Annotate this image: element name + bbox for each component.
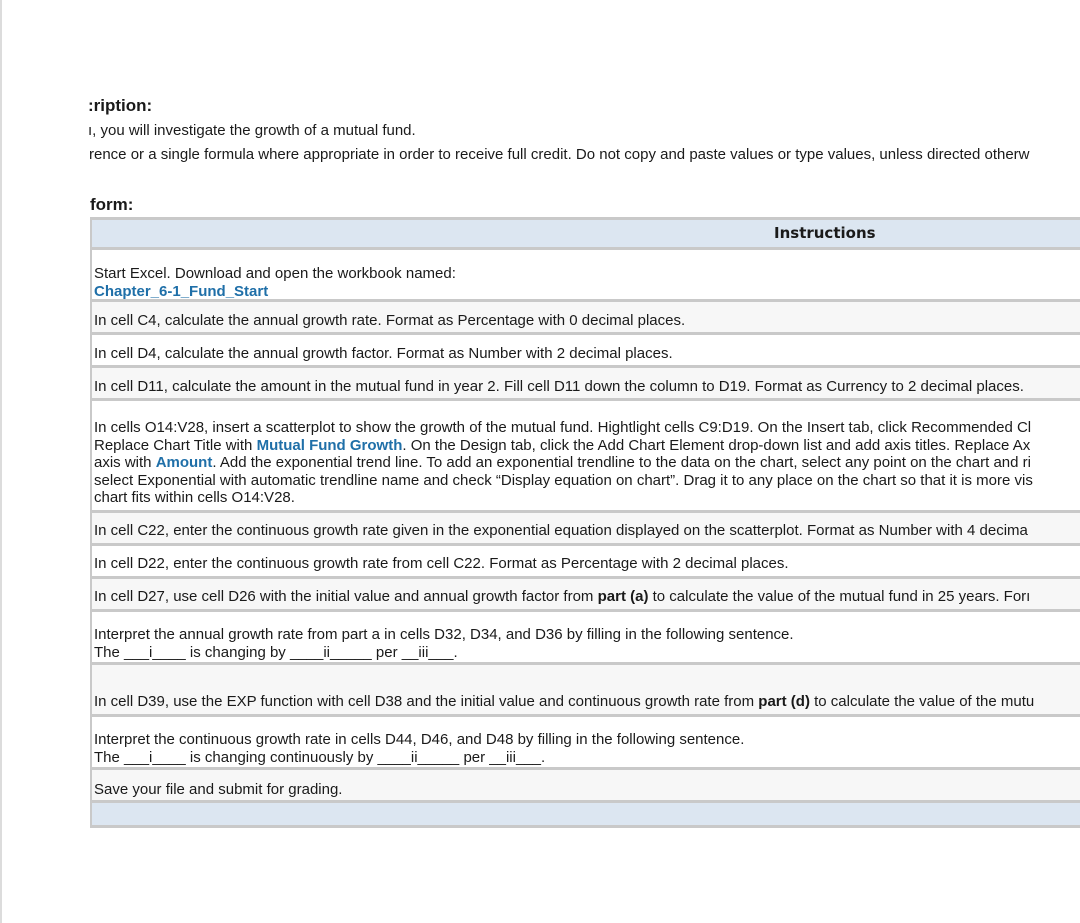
- part-d-emphasis: part (d): [758, 693, 810, 710]
- form-heading: form:: [90, 195, 134, 214]
- table-row-step1: [90, 247, 1080, 299]
- table-row-step4: [90, 365, 1080, 398]
- step10-pre: In cell D39, use the EXP function with cell D38 and the initial value and continuous growth rate from: [94, 693, 759, 710]
- step7-text: In cell D22, enter the continuous growth rate from cell C22. Format as Percentage with 2 decimal places.: [94, 555, 789, 572]
- page-left-border: [0, 0, 2, 923]
- workbook-link[interactable]: Chapter_6-1_Fund_Start: [94, 282, 269, 300]
- table-row-step7: [90, 543, 1080, 576]
- table-footer-row: [90, 800, 1080, 828]
- table-row-step8: [90, 576, 1080, 609]
- step5-line-2: [92, 437, 1080, 455]
- table-header-row: [90, 217, 1080, 247]
- description-line-1: ı, you will investigate the growth of a mutual fund.: [88, 122, 416, 139]
- step5-line-3: [92, 454, 1080, 472]
- step6-text: In cell C22, enter the continuous growth rate given in the exponential equation displayed on the scatterplot. Format as Number with 4 decima: [94, 522, 1028, 539]
- table-row-step3: [90, 332, 1080, 365]
- part-a-emphasis: part (a): [597, 588, 649, 605]
- step4-text: In cell D11, calculate the amount in the mutual fund in year 2. Fill cell D11 down the column to D19. Format as Currency to 2 decimal places.: [94, 378, 1024, 395]
- step5-line-5: chart fits within cells O14:V28.: [94, 489, 295, 506]
- step5-line-3-post: . Add the exponential trend line. To add an exponential trendline to the data on the chart, select any point on the chart and ri: [212, 454, 1031, 471]
- document-clip-area: [88, 0, 1080, 923]
- step1-text: Start Excel. Download and open the workbook named:: [94, 265, 456, 282]
- instructions-table: [90, 217, 1080, 828]
- table-row-step2: [90, 299, 1080, 332]
- step10-text: [92, 665, 1080, 711]
- table-row-step11: [90, 714, 1080, 767]
- step11-line-1: Interpret the continuous growth rate in cells D44, D46, and D48 by filling in the following sentence.: [94, 731, 745, 748]
- step3-text: In cell D4, calculate the annual growth factor. Format as Number with 2 decimal places.: [94, 345, 673, 362]
- table-row-step5: [90, 398, 1080, 510]
- step5-line-2-pre: Replace Chart Title with: [94, 436, 257, 454]
- chart-title-emphasis: Mutual Fund Growth: [256, 436, 403, 454]
- step5-line-3-pre: axis with: [94, 454, 156, 471]
- description-line-2: rence or a single formula where appropriate in order to receive full credit. Do not copy and paste values or type values, unless directed otherw: [89, 146, 1030, 163]
- step2-text: In cell C4, calculate the annual growth rate. Format as Percentage with 0 decimal places.: [94, 312, 686, 329]
- step5-line-1: In cells O14:V28, insert a scatterplot to show the growth of the mutual fund. Hightlight cells C9:D19. On the Insert tab, click Recommended Cl: [94, 419, 1032, 436]
- table-row-step9: [90, 609, 1080, 662]
- step8-text: [92, 579, 1080, 606]
- step8-post: to calculate the value of the mutual fund in 25 years. Forı: [648, 588, 1031, 605]
- table-row-step10: [90, 662, 1080, 714]
- axis-title-emphasis: Amount: [155, 454, 213, 471]
- step11-line-2: The ___i____ is changing continuously by ____ii_____ per __iii___.: [94, 748, 546, 766]
- step12-text: Save your file and submit for grading.: [94, 781, 343, 798]
- step9-line-2: The ___i____ is changing by ____ii_____ per __iii___.: [94, 643, 458, 661]
- description-heading: :ription:: [88, 96, 153, 115]
- step10-post: to calculate the value of the mutu: [809, 693, 1035, 710]
- table-row-step6: [90, 510, 1080, 543]
- step8-pre: In cell D27, use cell D26 with the initial value and annual growth factor from: [94, 588, 598, 605]
- instructions-header: Instructions: [774, 224, 876, 242]
- step9-line-1: Interpret the annual growth rate from part a in cells D32, D34, and D36 by filling in the following sentence.: [94, 626, 794, 643]
- step5-line-4: select Exponential with automatic trendline name and check “Display equation on chart”. Drag it to any place on the chart so that it is more vis: [94, 471, 1033, 489]
- step5-line-2-post: . On the Design tab, click the Add Chart Element drop-down list and add axis titles. Replace Ax: [402, 436, 1031, 454]
- table-row-step12: [90, 767, 1080, 800]
